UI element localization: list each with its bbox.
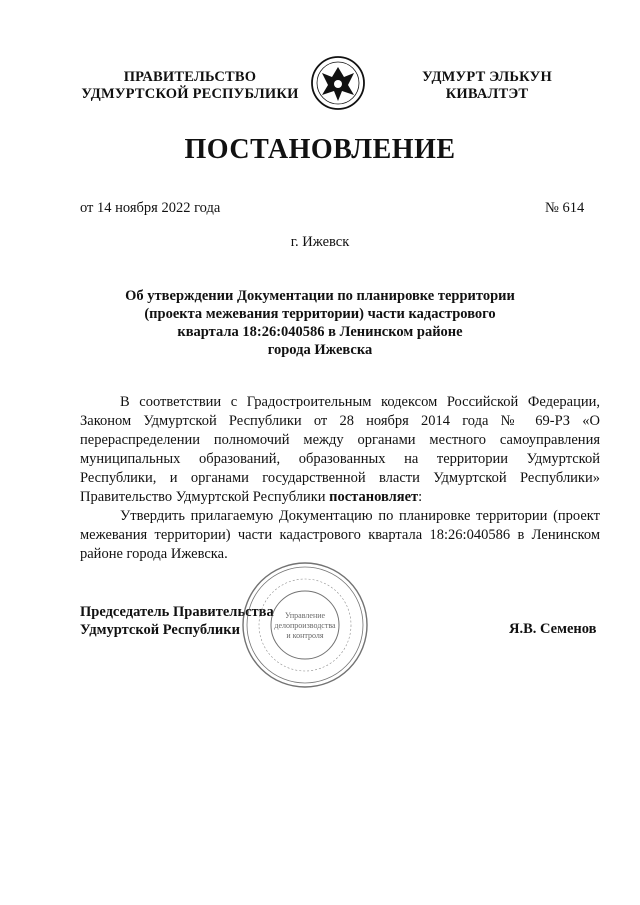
position-line2: Удмуртской Республики — [80, 622, 240, 638]
paragraph-text: В соответствии с Градостроительным кодексом Российской Федерации, Законом Удмуртской Республики от 28 ноября 2014 года № 69-РЗ «О перераспределении полномочий между органами местного самоуправления муниципальных образований, образованных на территории Удмуртской Республики, и органами государственной власти Удмуртской Республики» Правительство Удмуртской Республики — [80, 394, 600, 505]
org-left-line1: ПРАВИТЕЛЬСТВО — [123, 69, 257, 85]
signatory-name: Я.В. Семенов — [509, 621, 597, 637]
document-date: от 14 ноября 2022 года — [80, 200, 221, 216]
subject-line: квартала 18:26:040586 в Ленинском районе — [177, 324, 463, 340]
stamp-line1: Управление — [284, 611, 326, 620]
official-stamp — [240, 560, 370, 690]
org-right-line2: КИВАЛТЭТ — [445, 86, 529, 102]
document-title: ПОСТАНОВЛЕНИЕ — [184, 134, 456, 165]
org-right-line1: УДМУРТ ЭЛЬКУН — [422, 69, 552, 85]
stamp-line2: делопроизводства — [274, 621, 336, 630]
organization-name-udm — [392, 69, 582, 103]
document-number: № 614 — [545, 200, 585, 216]
organization-name-ru — [60, 69, 320, 103]
coat-of-arms-emblem — [310, 55, 366, 111]
org-left-line2: УДМУРТСКОЙ РЕСПУБЛИКИ — [81, 86, 299, 102]
document-city: г. Ижевск — [290, 234, 350, 250]
position-line1: Председатель Правительства — [80, 604, 274, 620]
subject-line: (проекта межевания территории) части кадастрового — [144, 306, 496, 322]
document-body — [80, 393, 600, 564]
subject-line: города Ижевска — [267, 342, 373, 358]
stamp-line3: и контроля — [286, 631, 324, 640]
body-paragraph-1 — [80, 393, 600, 507]
subject-line: Об утверждении Документации по планировке территории — [125, 288, 515, 304]
paragraph-end: : — [418, 489, 423, 505]
body-paragraph-2: Утвердить прилагаемую Документацию по планировке территории (проект межевания территории) части кадастрового квартала 18:26:040586 в Ленинском районе города Ижевска. — [80, 508, 600, 562]
document-subject — [120, 287, 520, 359]
paragraph-bold-verb: постановляет — [329, 489, 419, 505]
